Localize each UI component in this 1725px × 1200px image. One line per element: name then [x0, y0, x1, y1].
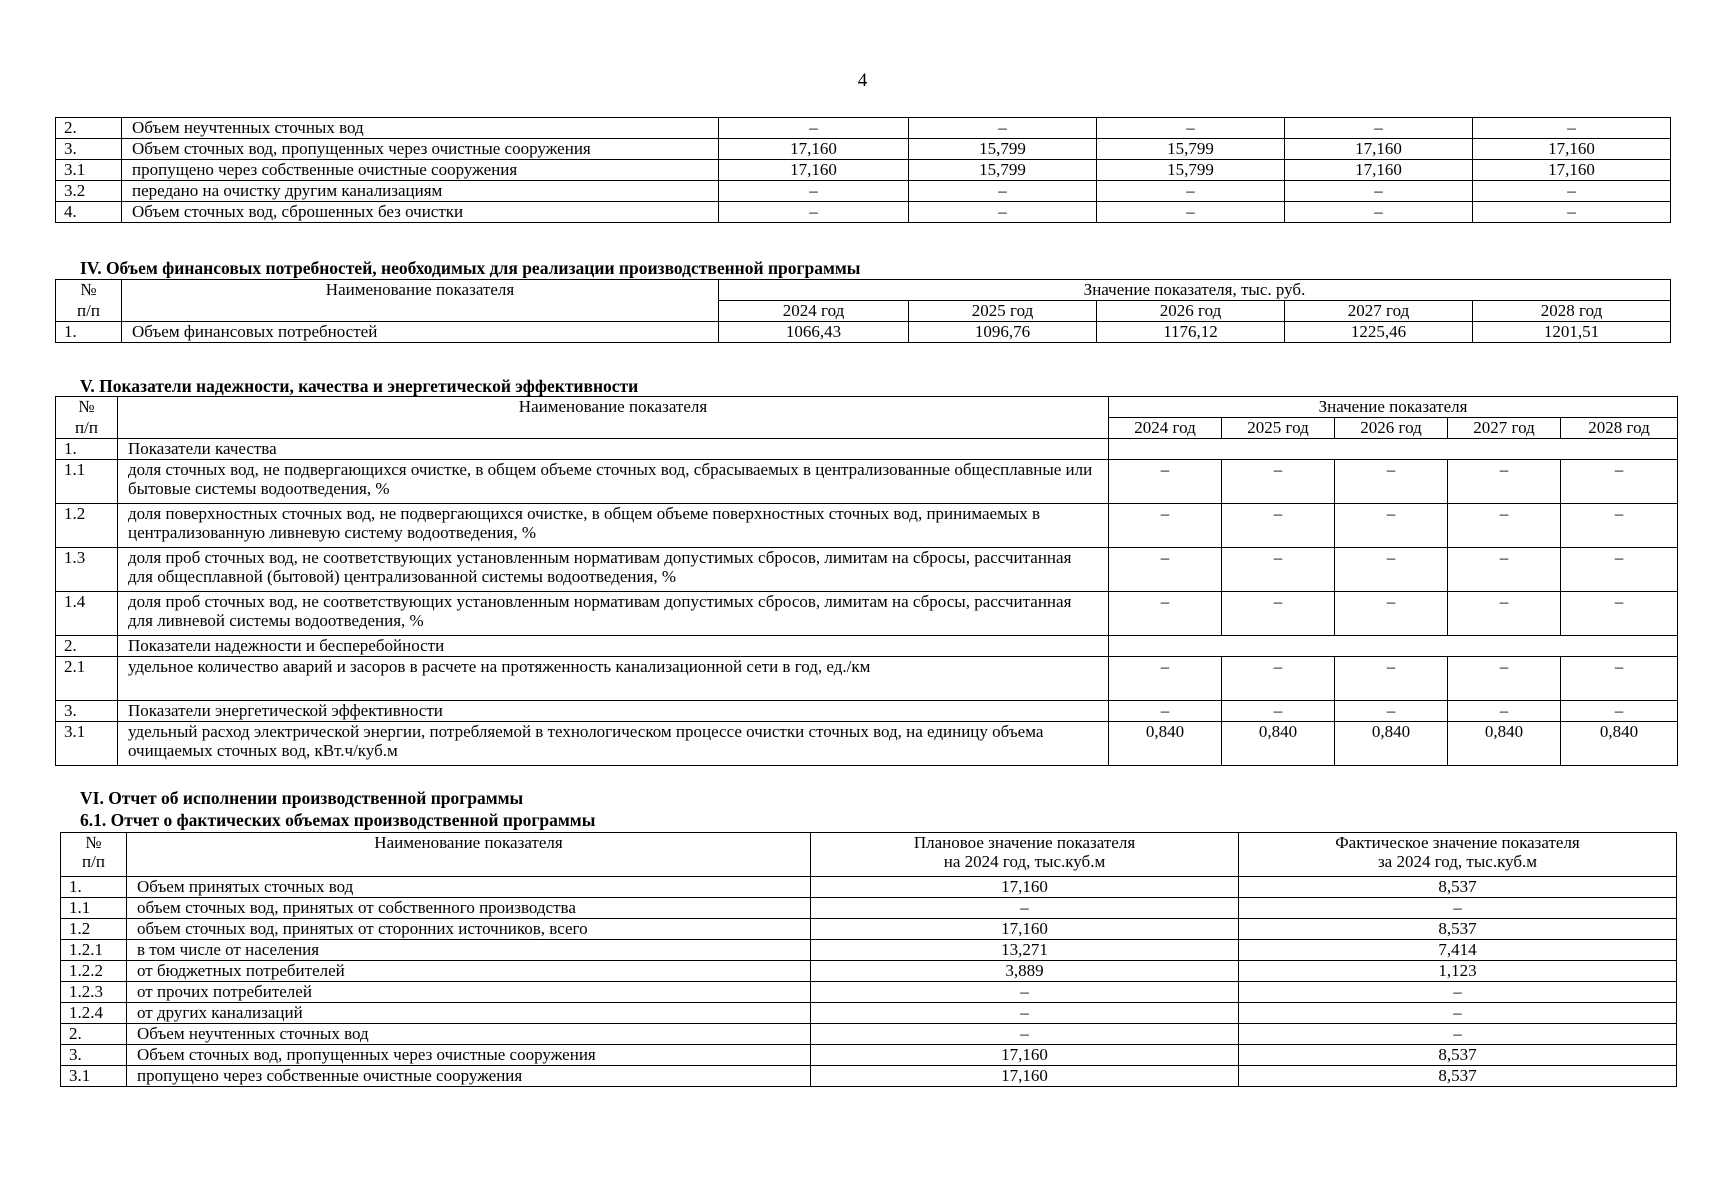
row-value: –: [1448, 460, 1561, 504]
row-value: –: [1222, 548, 1335, 592]
year-header: 2025 год: [909, 301, 1097, 322]
row-plan: 3,889: [811, 961, 1239, 982]
row-number: 1.2.3: [61, 982, 127, 1003]
row-value: 0,840: [1448, 722, 1561, 766]
year-header: 2028 год: [1561, 418, 1678, 439]
header-num-2: п/п: [56, 301, 122, 322]
row-name: пропущено через собственные очистные сооружения: [127, 1066, 811, 1087]
row-number: 3.: [56, 139, 122, 160]
row-name: от бюджетных потребителей: [127, 961, 811, 982]
row-value: 15,799: [1097, 160, 1285, 181]
row-plan: –: [811, 982, 1239, 1003]
row-number: 2.1: [56, 657, 118, 701]
table-row: [61, 1045, 1677, 1066]
row-name: доля поверхностных сточных вод, не подвергающихся очистке, в общем объеме поверхностных сточных вод, принимаемых в централизованную ливневую систему водоотведения, %: [118, 504, 1109, 548]
row-plan: 17,160: [811, 877, 1239, 898]
row-value: –: [719, 118, 909, 139]
row-fact: 8,537: [1239, 1066, 1677, 1087]
row-value: –: [1561, 548, 1678, 592]
row-fact: 1,123: [1239, 961, 1677, 982]
row-value: –: [1109, 548, 1222, 592]
row-value: –: [1561, 460, 1678, 504]
row-name: Объем неучтенных сточных вод: [122, 118, 719, 139]
row-value: –: [1097, 118, 1285, 139]
table-row: [56, 504, 1678, 548]
row-name: в том числе от населения: [127, 940, 811, 961]
row-plan: –: [811, 898, 1239, 919]
row-value: 17,160: [1285, 139, 1473, 160]
table-row: [61, 1003, 1677, 1024]
row-name: доля проб сточных вод, не соответствующих установленным нормативам допустимых сбросов, лимитам на сбросы, рассчитанная для общесплавной (бытовой) централизованной системы водоотведения, %: [118, 548, 1109, 592]
row-value: 0,840: [1335, 722, 1448, 766]
header-value: Значение показателя, тыс. руб.: [719, 280, 1671, 301]
page-number: 4: [857, 70, 868, 91]
row-value: 1176,12: [1097, 322, 1285, 343]
table-row: [56, 592, 1678, 636]
row-fact: –: [1239, 1024, 1677, 1045]
row-value: –: [1335, 548, 1448, 592]
row-name: удельный расход электрической энергии, потребляемой в технологическом процессе очистки сточных вод, на единицу объема очищаемых сточных вод, кВт.ч/куб.м: [118, 722, 1109, 766]
row-name: объем сточных вод, принятых от сторонних источников, всего: [127, 919, 811, 940]
row-value: –: [1109, 504, 1222, 548]
header-name-blank: [122, 301, 719, 322]
table-row: [61, 1066, 1677, 1087]
header-fact: Фактическое значение показателя за 2024 год, тыс.куб.м: [1239, 833, 1677, 877]
row-number: 1.: [56, 439, 118, 460]
actual-volumes-table: [60, 832, 1677, 1087]
row-value: 1096,76: [909, 322, 1097, 343]
row-value: 17,160: [1285, 160, 1473, 181]
row-plan: 13,271: [811, 940, 1239, 961]
row-value: 17,160: [1473, 160, 1671, 181]
table-row: [56, 701, 1678, 722]
row-fact: 7,414: [1239, 940, 1677, 961]
row-name: удельное количество аварий и засоров в расчете на протяженность канализационной сети в год, ед./км: [118, 657, 1109, 701]
row-value: 15,799: [909, 160, 1097, 181]
row-name: Объем принятых сточных вод: [127, 877, 811, 898]
row-number: 1.1: [61, 898, 127, 919]
row-value: –: [1109, 460, 1222, 504]
row-value: –: [1222, 657, 1335, 701]
table-row: [56, 160, 1671, 181]
row-fact: –: [1239, 1003, 1677, 1024]
row-value: –: [1448, 548, 1561, 592]
row-value: –: [1448, 504, 1561, 548]
row-number: 3.: [56, 701, 118, 722]
header-num: № п/п: [61, 833, 127, 877]
table-row: [61, 940, 1677, 961]
header-value: Значение показателя: [1109, 397, 1678, 418]
row-fact: –: [1239, 982, 1677, 1003]
row-name: Объем сточных вод, пропущенных через очистные сооружения: [122, 139, 719, 160]
table-row: [56, 636, 1678, 657]
row-plan: 17,160: [811, 919, 1239, 940]
year-header: 2028 год: [1473, 301, 1671, 322]
header-name: Наименование показателя: [122, 280, 719, 301]
table-row: [56, 657, 1678, 701]
row-number: 1.3: [56, 548, 118, 592]
section-5-title: V. Показатели надежности, качества и энергетической эффективности: [80, 376, 639, 396]
header-name-blank: [118, 418, 1109, 439]
row-value: –: [1335, 701, 1448, 722]
row-name: Объем сточных вод, сброшенных без очистки: [122, 202, 719, 223]
table-row: [61, 961, 1677, 982]
row-value: 1225,46: [1285, 322, 1473, 343]
table-row: [61, 1024, 1677, 1045]
row-value: –: [1448, 701, 1561, 722]
row-plan: 17,160: [811, 1045, 1239, 1066]
row-value: –: [1285, 181, 1473, 202]
row-value: –: [1285, 202, 1473, 223]
table-row: [61, 898, 1677, 919]
row-number: 1.: [61, 877, 127, 898]
row-number: 3.2: [56, 181, 122, 202]
row-value: 15,799: [1097, 139, 1285, 160]
row-fact: 8,537: [1239, 1045, 1677, 1066]
table-row: [61, 919, 1677, 940]
table-row: [56, 548, 1678, 592]
row-number: 1.2.2: [61, 961, 127, 982]
row-number: 1.2: [61, 919, 127, 940]
row-value: –: [1097, 181, 1285, 202]
year-header: 2027 год: [1285, 301, 1473, 322]
table-row: [56, 139, 1671, 160]
row-number: 1.2.4: [61, 1003, 127, 1024]
header-num: №: [56, 280, 122, 301]
row-number: 2.: [56, 118, 122, 139]
row-value: 17,160: [1473, 139, 1671, 160]
section-6-1-subtitle: 6.1. Отчет о фактических объемах производственной программы: [80, 810, 596, 830]
table-row: [56, 322, 1671, 343]
table-row: [56, 460, 1678, 504]
row-value: –: [1335, 592, 1448, 636]
row-value-empty: [1109, 439, 1678, 460]
row-name: объем сточных вод, принятых от собственного производства: [127, 898, 811, 919]
row-value: 17,160: [719, 160, 909, 181]
row-value: –: [1473, 118, 1671, 139]
section-4-title: IV. Объем финансовых потребностей, необходимых для реализации производственной программы: [80, 258, 861, 278]
row-value: 0,840: [1222, 722, 1335, 766]
table-row: [56, 118, 1671, 139]
row-value: –: [1222, 701, 1335, 722]
row-value: –: [1109, 701, 1222, 722]
row-number: 1.1: [56, 460, 118, 504]
row-name: Показатели энергетической эффективности: [118, 701, 1109, 722]
row-value: –: [719, 202, 909, 223]
row-value: –: [1561, 701, 1678, 722]
header-plan: Плановое значение показателя на 2024 год, тыс.куб.м: [811, 833, 1239, 877]
row-value: –: [909, 118, 1097, 139]
row-value: 17,160: [719, 139, 909, 160]
row-plan: –: [811, 1024, 1239, 1045]
row-number: 3.1: [61, 1066, 127, 1087]
row-number: 3.: [61, 1045, 127, 1066]
row-fact: 8,537: [1239, 877, 1677, 898]
row-number: 1.: [56, 322, 122, 343]
row-number: 3.1: [56, 160, 122, 181]
row-name: Показатели качества: [118, 439, 1109, 460]
table-row: [56, 181, 1671, 202]
year-header: 2026 год: [1335, 418, 1448, 439]
header-name: Наименование показателя: [127, 833, 811, 877]
table-row: [61, 877, 1677, 898]
row-value: 1066,43: [719, 322, 909, 343]
row-value: –: [1285, 118, 1473, 139]
volumes-table-continued: [55, 117, 1671, 223]
year-header: 2025 год: [1222, 418, 1335, 439]
year-header: 2027 год: [1448, 418, 1561, 439]
row-number: 3.1: [56, 722, 118, 766]
row-value: –: [1335, 657, 1448, 701]
row-name: пропущено через собственные очистные сооружения: [122, 160, 719, 181]
row-number: 1.4: [56, 592, 118, 636]
row-value: –: [1561, 592, 1678, 636]
row-fact: 8,537: [1239, 919, 1677, 940]
row-number: 1.2.1: [61, 940, 127, 961]
row-name: доля проб сточных вод, не соответствующих установленным нормативам допустимых сбросов, лимитам на сбросы, рассчитанная для ливневой системы водоотведения, %: [118, 592, 1109, 636]
header-num-2: п/п: [56, 418, 118, 439]
table-row: [61, 982, 1677, 1003]
row-number: 1.2: [56, 504, 118, 548]
row-value: –: [909, 202, 1097, 223]
row-name: Объем финансовых потребностей: [122, 322, 719, 343]
row-value: –: [1561, 657, 1678, 701]
row-value: –: [1109, 657, 1222, 701]
row-fact: –: [1239, 898, 1677, 919]
table-row: [56, 722, 1678, 766]
row-plan: –: [811, 1003, 1239, 1024]
row-name: Показатели надежности и бесперебойности: [118, 636, 1109, 657]
row-number: 2.: [56, 636, 118, 657]
row-value: 15,799: [909, 139, 1097, 160]
row-name: доля сточных вод, не подвергающихся очистке, в общем объеме сточных вод, сбрасываемых в централизованные общесплавные или бытовые системы водоотведения, %: [118, 460, 1109, 504]
row-value: –: [1335, 460, 1448, 504]
row-plan: 17,160: [811, 1066, 1239, 1087]
row-value: –: [1222, 592, 1335, 636]
row-value: –: [1448, 592, 1561, 636]
row-name: от прочих потребителей: [127, 982, 811, 1003]
reliability-quality-table: [55, 396, 1678, 766]
row-value: –: [1561, 504, 1678, 548]
header-name: Наименование показателя: [118, 397, 1109, 418]
section-6-title: VI. Отчет об исполнении производственной программы: [80, 788, 524, 808]
row-name: от других канализаций: [127, 1003, 811, 1024]
row-number: 2.: [61, 1024, 127, 1045]
row-value: 0,840: [1109, 722, 1222, 766]
row-value: –: [1473, 202, 1671, 223]
row-number: 4.: [56, 202, 122, 223]
financial-needs-table: [55, 279, 1671, 343]
row-name: Объем неучтенных сточных вод: [127, 1024, 811, 1045]
row-value: –: [719, 181, 909, 202]
row-value: 0,840: [1561, 722, 1678, 766]
row-value: 1201,51: [1473, 322, 1671, 343]
year-header: 2024 год: [1109, 418, 1222, 439]
row-value: –: [1222, 460, 1335, 504]
year-header: 2026 год: [1097, 301, 1285, 322]
row-value: –: [1448, 657, 1561, 701]
year-header: 2024 год: [719, 301, 909, 322]
row-value-empty: [1109, 636, 1678, 657]
table-row: [56, 439, 1678, 460]
row-name: передано на очистку другим канализациям: [122, 181, 719, 202]
row-name: Объем сточных вод, пропущенных через очистные сооружения: [127, 1045, 811, 1066]
row-value: –: [909, 181, 1097, 202]
row-value: –: [1097, 202, 1285, 223]
row-value: –: [1473, 181, 1671, 202]
row-value: –: [1335, 504, 1448, 548]
header-num: №: [56, 397, 118, 418]
table-row: [56, 202, 1671, 223]
row-value: –: [1222, 504, 1335, 548]
row-value: –: [1109, 592, 1222, 636]
